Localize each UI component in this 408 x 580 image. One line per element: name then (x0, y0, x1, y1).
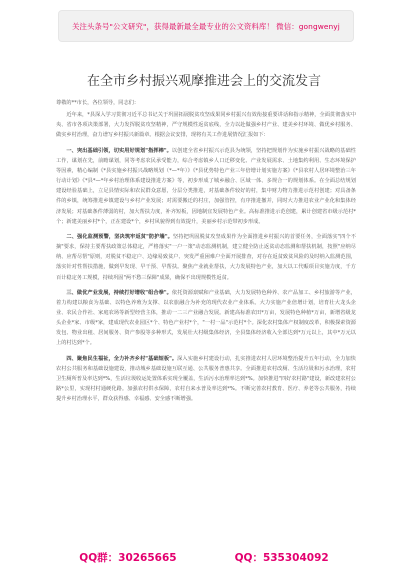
section-paragraph-4 (56, 354, 356, 405)
promo-banner (58, 10, 354, 42)
section-paragraph-3 (56, 288, 356, 349)
section-heading-3: 三、做优产业发展，持续打好增收"组合拳"。 (66, 289, 172, 296)
section-text-3: 依托资源禀赋和产业基础，大力发展特色种养、农产品加工、乡村旅游等产业，着力构建以粮食为基础、以特色养殖为支撑、以农旅融合为补充的现代农业产业体系。大力实施产业倍增计划，培育壮大龙头企业、农民合作社、家庭农场等新型经营主体，推动一二三产业融合发展。新建高标准农田*万亩，发展特色种植*万亩，新增省级龙头企业*家、市级*家，建成现代农业园区*个、特色产业村*个，"一村一品"示范村*个。深化农村集体产权制度改革，积极探索资源发包、物业出租、居间服务、资产参股等多种形式，发展壮大村级集体经济，全县集体经济收入全部达到*万元以上，其中*万元以上的村达到*个。 (56, 289, 356, 347)
section-heading-1: 一、突出基础引领，切实用好规划"指挥棒"。 (66, 147, 172, 154)
promo-banner-text: 关注头条号"公文研究"，获得最新最全最专业的公文资料库！ 微信：gongwenyj (72, 21, 340, 31)
salutation: 尊敬的**市长，各位领导，同志们： (56, 100, 140, 106)
section-heading-2: 二、强化监测预警，坚决筑牢返贫"防护墙"。 (66, 233, 173, 240)
qq-group-number: QQ群：30265665 (79, 552, 177, 564)
section-text-2: 坚持把巩固脱贫攻坚成果作为全面推进乡村振兴的首要任务，全面落实"四个不摘"要求，保持主要帮扶政策总体稳定，严格落实"一户一策"动态监测机制，建立健全防止返贫动态监测和帮扶机制，按照"应纳尽纳、应帮尽帮"原则，对脱贫不稳定户、边缘易致贫户、突发严重困难户全面开展排查，对存在返贫致贫风险的及时纳入监测范围，落实针对性帮扶措施，做到早发现、早干预、早帮扶。聚焦产业就业帮扶，大力发展特色产业，加大以工代赈项目实施力度，千方百计稳定务工规模，持续巩固"两不愁三保障"成果，确保不出现规模性返贫。 (56, 233, 356, 281)
document-title: 在全市乡村振兴观摩推进会上的交流发言 (86, 74, 321, 89)
qq-number: QQ：535304092 (234, 552, 329, 564)
intro-paragraph-text: 近年来，*县深入学习贯彻习近平总书记关于巩固拓展脱贫攻坚成果同乡村振兴有效衔接重要讲话和指示精神，全面贯彻落实中央、省市各项决策部署，大力发挥脱贫攻坚精神，严守规模性返贫底线，全力以赴做强乡村产业、建美乡村环境、做优乡村服务、做实乡村治理，奋力谱写乡村振兴新篇章。根据会议安排，现将有关工作进展情况汇报如下： (56, 112, 356, 139)
section-heading-4: 四、聚焦民生福祉，全力补齐乡村"基础短板"。 (66, 355, 178, 362)
intro-paragraph (56, 110, 356, 140)
section-paragraph-1 (56, 146, 356, 227)
document-body (56, 98, 356, 404)
contact-footer (0, 550, 408, 564)
section-text-4: 深入实施乡村建设行动，扎实推进农村人居环境整治提升五年行动，全力加快农村公共服务和基础设施建设，推动城乡基础设施互联互通、公共服务普惠共享。全面推进农村改厕、生活垃圾和污水治理，农村卫生厕所普及率达到*%，生活垃圾收运处置体系实现全覆盖，生活污水治理率达到*%。加快推进"四好农村路"建设，新改建农村公路*公里，实现村村通硬化路。加强农村供水保障，农村自来水普及率达到*%。不断完善农村教育、医疗、养老等公共服务，持续提升乡村治理水平，群众获得感、幸福感、安全感不断增强。 (56, 355, 356, 403)
section-paragraph-2 (56, 232, 356, 283)
section-text-1: 以创建全省乡村振兴示范县为统领，坚持把规划作为实施乡村振兴战略的基础性工作，谋划在先，前瞻谋划，同等考虑农民承受能力，综合考虑镇乡人口迁移变化、产业发展需求、土地集约利用、生态环境保护等因素，精心编制《*县实施乡村振兴战略规划（*—*年）》《*县优势特色产业三年倍增计划实施方案》《*县农村人居环境整治三年行动计划》《*县*—*年乡村治理体系建设推进方案》等，初步形成了城乡融合、区域一体、多规合一的规划体系。在全面总结规划建设经验基础上，立足县情实际和农民群众意愿，分层分类推进，对基础条件较好的村，集中财力物力推进示范村创建；对具备条件的乡镇，统筹推进乡镇建设与乡村产业发展；对需要搬迁的村庄，加强管控，有序推进撤并，同时大力推进农业产业化和集体经济发展；对基础条件薄弱的村，加大帮扶力度，补齐短板，因地制宜发展特色产业。高标准推进示范创建，累计创建省市级示范村*个；新建美丽乡村*个，正在建设*个，乡村风貌得到有效提升，美丽乡村示范带初步形成。 (56, 147, 356, 225)
